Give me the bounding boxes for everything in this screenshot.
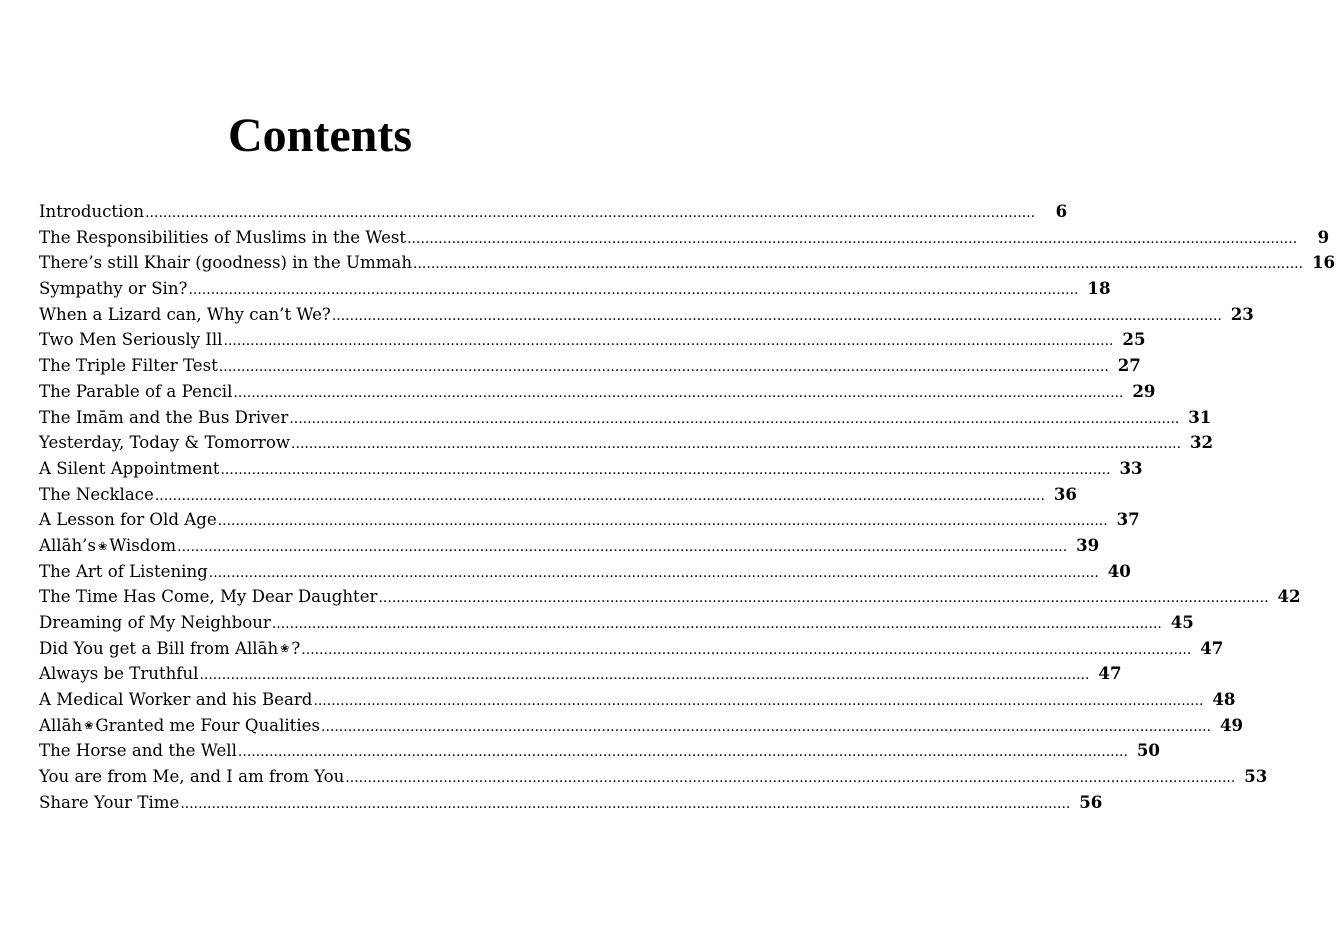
dot-leader: ........................................................................................................................................................................................................	[154, 487, 1045, 504]
toc-entry-title: The Imām and the Bus Driver	[39, 407, 289, 427]
toc-entry[interactable]	[39, 507, 1140, 533]
dot-leader: ........................................................................................................................................................................................................	[233, 384, 1124, 401]
toc-entry[interactable]	[39, 250, 1336, 276]
toc-entry[interactable]	[39, 661, 1122, 687]
dot-leader: ........................................................................................................................................................................................................	[188, 282, 1079, 299]
toc-entry[interactable]	[39, 353, 1141, 379]
toc-entry-page-number: 37	[1116, 509, 1140, 530]
toc-entry-page-number: 53	[1244, 766, 1268, 787]
toc-entry-title: Allāh’s ❀ Wisdom	[39, 533, 176, 559]
toc-entry-page-number: 50	[1136, 740, 1160, 761]
page-title: Contents	[227, 109, 412, 162]
toc-entry-title: The Horse and the Well	[39, 741, 237, 761]
toc-entry-page-number: 16	[1311, 252, 1336, 273]
toc-entry-page-number: 56	[1079, 791, 1103, 812]
toc-entry[interactable]	[39, 610, 1194, 636]
dot-leader: ........................................................................................................................................................................................................	[217, 513, 1108, 530]
toc-entry-title: The Responsibilities of Muslims in the West	[39, 227, 407, 247]
toc-entry-title: Two Men Seriously Ill	[39, 330, 223, 350]
toc-entry-title: Dreaming of My Neighbour	[39, 613, 271, 632]
toc-entry-title: Yesterday, Today & Tomorrow	[39, 433, 291, 453]
toc-entry-page-number: 32	[1190, 432, 1214, 453]
toc-entry-page-number: 47	[1200, 637, 1224, 658]
dot-leader: ........................................................................................................................................................................................................	[145, 205, 1036, 221]
toc-entry[interactable]	[39, 482, 1077, 508]
dot-leader: ........................................................................................................................................................................................................	[199, 667, 1090, 684]
toc-entry[interactable]	[39, 738, 1160, 764]
dot-leader: ........................................................................................................................................................................................................	[345, 770, 1236, 787]
dot-leader: ........................................................................................................................................................................................................	[218, 359, 1109, 376]
dot-leader: ........................................................................................................................................................................................................	[180, 795, 1071, 812]
toc-entry-title: A Silent Appointment	[39, 458, 220, 478]
honorific-ornament-icon: ❀	[280, 642, 290, 656]
dot-leader: ........................................................................................................................................................................................................	[223, 333, 1114, 350]
toc-entry-page-number: 29	[1132, 380, 1156, 401]
toc-entry-title: The Art of Listening	[39, 561, 208, 581]
toc-entry[interactable]	[39, 199, 1068, 225]
toc-entry[interactable]	[39, 379, 1156, 405]
toc-entry[interactable]	[39, 456, 1143, 482]
toc-entry-title: A Lesson for Old Age	[39, 510, 217, 530]
dot-leader: ........................................................................................................................................................................................................	[413, 256, 1304, 273]
toc-entry-page-number: 25	[1122, 329, 1146, 350]
dot-leader: ........................................................................................................................................................................................................	[291, 436, 1182, 453]
toc-entry-title: Allāh ❀ Granted me Four Qualities	[39, 713, 320, 739]
toc-entry-title: The Time Has Come, My Dear Daughter	[39, 587, 378, 607]
toc-entry[interactable]	[39, 687, 1236, 713]
toc-entry-page-number: 9	[1317, 226, 1330, 247]
toc-entry[interactable]	[39, 327, 1146, 353]
toc-entry[interactable]	[39, 764, 1268, 790]
toc-entry-title: Always be Truthful	[39, 664, 199, 684]
toc-entry-page-number: 45	[1170, 612, 1194, 632]
dot-leader: ........................................................................................................................................................................................................	[321, 718, 1212, 735]
toc-entry[interactable]	[39, 559, 1131, 585]
toc-entry-page-number: 6	[1055, 201, 1068, 221]
toc-entry-title: The Necklace	[39, 484, 154, 504]
toc-entry[interactable]	[39, 405, 1212, 431]
toc-entry-title: A Medical Worker and his Beard	[39, 690, 313, 710]
toc-entry-page-number: 36	[1053, 483, 1077, 504]
toc-entry-title: The Parable of a Pencil	[39, 381, 233, 401]
dot-leader: ........................................................................................................................................................................................................	[208, 564, 1099, 581]
toc-entry-title: Did You get a Bill from Allāh ❀ ?	[39, 636, 300, 662]
honorific-ornament-icon: ❀	[84, 719, 94, 733]
toc-entry[interactable]	[39, 636, 1224, 662]
toc-entry-title: Share Your Time	[39, 792, 180, 812]
dot-leader: ........................................................................................................................................................................................................	[331, 307, 1222, 324]
toc-entry-page-number: 49	[1219, 714, 1244, 735]
dot-leader: ........................................................................................................................................................................................................	[407, 230, 1298, 247]
toc-entry[interactable]	[39, 430, 1214, 456]
dot-leader: ........................................................................................................................................................................................................	[378, 590, 1269, 607]
toc-entry-title: The Triple Filter Test	[39, 356, 218, 376]
toc-entry[interactable]	[39, 790, 1103, 816]
dot-leader: ........................................................................................................................................................................................................	[271, 616, 1162, 632]
dot-leader: ........................................................................................................................................................................................................	[237, 744, 1128, 761]
dot-leader: ........................................................................................................................................................................................................	[220, 461, 1111, 478]
toc-entry-page-number: 18	[1087, 278, 1111, 299]
toc-entry-page-number: 39	[1076, 534, 1100, 555]
honorific-ornament-icon: ❀	[97, 539, 108, 553]
toc-entry-title: Introduction	[39, 202, 145, 221]
toc-entry-page-number: 33	[1119, 457, 1143, 478]
toc-entry-page-number: 40	[1107, 560, 1131, 581]
toc-entry[interactable]	[39, 584, 1301, 610]
dot-leader: ........................................................................................................................................................................................................	[301, 641, 1192, 658]
toc-entry-page-number: 23	[1230, 303, 1254, 324]
dot-leader: ........................................................................................................................................................................................................	[177, 538, 1068, 555]
toc-entry[interactable]	[39, 533, 1100, 559]
dot-leader: ........................................................................................................................................................................................................	[313, 693, 1204, 710]
toc-entry-page-number: 42	[1277, 586, 1301, 607]
toc-entry[interactable]	[39, 302, 1254, 328]
toc-entry-title: There’s still Khair (goodness) in the Ummah	[39, 253, 413, 273]
toc-entry-page-number: 31	[1188, 406, 1212, 427]
toc-entry-title: Sympathy or Sin?	[39, 279, 188, 299]
toc-entry-title: You are from Me, and I am from You	[39, 767, 345, 787]
toc-entry[interactable]	[39, 713, 1244, 739]
toc-entry-page-number: 27	[1117, 355, 1141, 376]
toc-entry-page-number: 47	[1098, 663, 1122, 684]
toc-entry-page-number: 48	[1212, 689, 1236, 710]
toc-entry[interactable]	[39, 225, 1330, 251]
toc-entry[interactable]	[39, 276, 1111, 302]
dot-leader: ........................................................................................................................................................................................................	[289, 410, 1180, 427]
table-of-contents	[39, 199, 1336, 816]
toc-entry-title: When a Lizard can, Why can’t We?	[39, 304, 331, 324]
